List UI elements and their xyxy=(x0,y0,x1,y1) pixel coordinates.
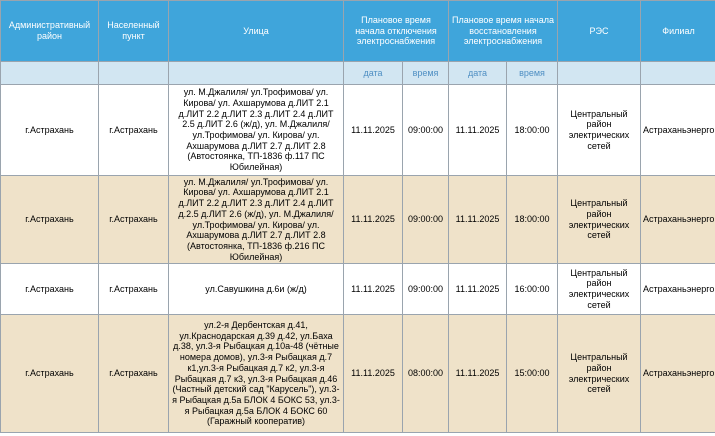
settlement-cell: г.Астрахань xyxy=(99,176,169,264)
off-time-cell: 08:00:00 xyxy=(403,315,449,433)
on-date-cell: 11.11.2025 xyxy=(449,85,507,176)
street-cell: ул. М.Джалиля/ ул.Трофимова/ ул. Кирова/ ул. Ахшарумова д.ЛИТ 2.1 д.ЛИТ 2.2 д.ЛИТ 2.3 д.ЛИТ 2.4 д.ЛИТ 2.5 д.ЛИТ 2.6 (ж/д), ул. М.Джалиля/ ул.Трофимова/ ул. Кирова/ ул. Ахшарумова д.ЛИТ 2.7 д.ЛИТ 2.8 (Автостоянка, ТП-1836 ф.117 ПС Юбилейная) xyxy=(169,85,344,176)
subheader-empty xyxy=(99,62,169,85)
subheader-empty xyxy=(1,62,99,85)
header-district: Административный район xyxy=(1,1,99,62)
subheader-off-time: время xyxy=(403,62,449,85)
off-date-cell: 11.11.2025 xyxy=(344,176,403,264)
header-street: Улица xyxy=(169,1,344,62)
res-cell: Центральный район электрических сетей xyxy=(558,85,641,176)
settlement-cell: г.Астрахань xyxy=(99,85,169,176)
branch-cell: Астраханьэнерго xyxy=(641,176,715,264)
off-time-cell: 09:00:00 xyxy=(403,176,449,264)
on-date-cell: 11.11.2025 xyxy=(449,315,507,433)
settlement-cell: г.Астрахань xyxy=(99,264,169,315)
table-row xyxy=(1,85,715,176)
table-row xyxy=(1,176,715,264)
branch-cell: Астраханьэнерго xyxy=(641,315,715,433)
subheader-off-date: дата xyxy=(344,62,403,85)
district-cell: г.Астрахань xyxy=(1,176,99,264)
subheader-on-date: дата xyxy=(449,62,507,85)
off-date-cell: 11.11.2025 xyxy=(344,315,403,433)
res-cell: Центральный район электрических сетей xyxy=(558,315,641,433)
res-cell: Центральный район электрических сетей xyxy=(558,264,641,315)
subheader-empty xyxy=(169,62,344,85)
subheader-row xyxy=(1,62,715,85)
header-restore-time: Плановое время начала восстановления электроснабжения xyxy=(449,1,558,62)
branch-cell: Астраханьэнерго xyxy=(641,85,715,176)
street-cell: ул. М.Джалиля/ ул.Трофимова/ ул. Кирова/ ул. Ахшарумова д.ЛИТ 2.1 д.ЛИТ 2.2 д.ЛИТ 2.3 д.ЛИТ 2.4 д.ЛИТ д.2.5 д.ЛИТ 2.6 (ж/д), ул. М.Джалиля/ ул.Трофимова/ ул. Кирова/ ул. Ахшарумова д.ЛИТ 2.7 д.ЛИТ 2.8 (Автостоянка, ТП-1836 ф.216 ПС Юбилейная) xyxy=(169,176,344,264)
off-time-cell: 09:00:00 xyxy=(403,85,449,176)
on-time-cell: 18:00:00 xyxy=(507,176,558,264)
off-date-cell: 11.11.2025 xyxy=(344,85,403,176)
header-off-time: Плановое время начала отключения электроснабжения xyxy=(344,1,449,62)
off-time-cell: 09:00:00 xyxy=(403,264,449,315)
district-cell: г.Астрахань xyxy=(1,315,99,433)
header-res: РЭС xyxy=(558,1,641,62)
on-date-cell: 11.11.2025 xyxy=(449,264,507,315)
header-settlement: Населенный пункт xyxy=(99,1,169,62)
district-cell: г.Астрахань xyxy=(1,264,99,315)
table-row xyxy=(1,264,715,315)
settlement-cell: г.Астрахань xyxy=(99,315,169,433)
table-row xyxy=(1,315,715,433)
on-time-cell: 15:00:00 xyxy=(507,315,558,433)
street-cell: ул.Савушкина д.6и (ж/д) xyxy=(169,264,344,315)
branch-cell: Астраханьэнерго xyxy=(641,264,715,315)
off-date-cell: 11.11.2025 xyxy=(344,264,403,315)
res-cell: Центральный район электрических сетей xyxy=(558,176,641,264)
on-time-cell: 18:00:00 xyxy=(507,85,558,176)
on-date-cell: 11.11.2025 xyxy=(449,176,507,264)
subheader-empty xyxy=(641,62,715,85)
subheader-empty xyxy=(558,62,641,85)
header-branch: Филиал xyxy=(641,1,715,62)
street-cell: ул.2-я Дербентская д.41, ул.Краснодарская д.39 д.42, ул.Баха д.38, ул.3-я Рыбацкая д.10а-48 (чётные номера домов), ул.3-я Рыбацкая д.7 к1,ул.3-я Рыбацкая д.7 к2, ул.3-я Рыбацкая д.7 к3, ул.3-я Рыбацкая д.46 (Частный детский сад "Карусель"), ул.3-я Рыбацкая д.5а БЛОК 4 БОКС 53, ул.3-я Рыбацкая д.5а БЛОК 4 БОКС 60 (Гаражный кооператив) xyxy=(169,315,344,433)
district-cell: г.Астрахань xyxy=(1,85,99,176)
on-time-cell: 16:00:00 xyxy=(507,264,558,315)
subheader-on-time: время xyxy=(507,62,558,85)
header-row xyxy=(1,1,715,62)
